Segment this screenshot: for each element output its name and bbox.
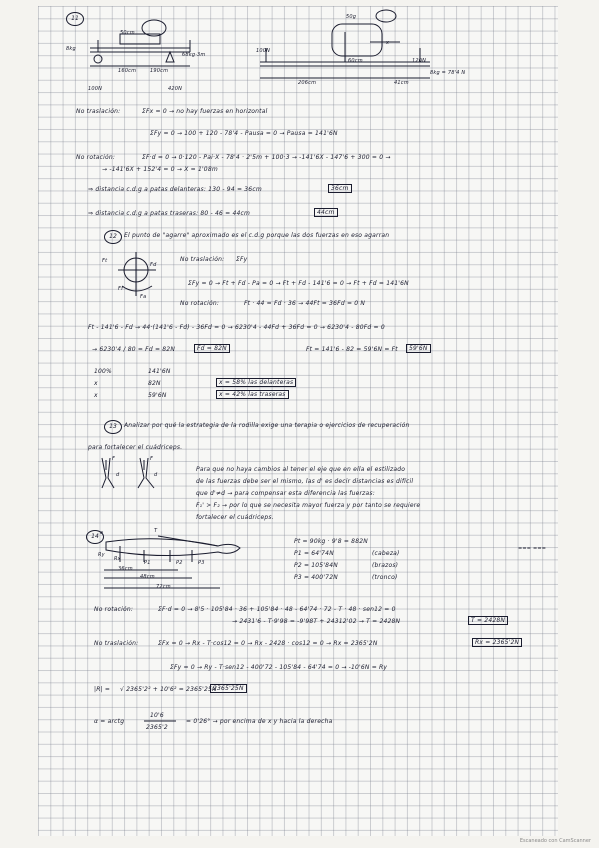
p14-line: ΣF·d = 0 → 8'5 · 105'84 · 36 + 105'84 · 48 - 64'74 · 72 - T · 48 · sen12 = 0 <box>158 606 396 613</box>
fig14-label: a <box>100 530 104 536</box>
fig14-dim: 72cm <box>156 584 171 590</box>
fig14-label: Ry <box>98 552 105 558</box>
p12-line: → 6230'4 / 80 = Fd = 82N <box>92 346 176 353</box>
p11-no-rotacion: No rotación: <box>76 154 116 161</box>
problem-11-number: 11 <box>66 12 84 26</box>
p11-line: → -141'6X + 152'4 = 0 → X = 1'08m <box>102 166 218 173</box>
p12-line: Ft · 44 = Fd · 36 → 44Ft = 36Fd = 0 N <box>244 300 366 307</box>
p12-pct-left: x <box>94 380 98 387</box>
p11-result-box: 36cm <box>328 184 352 193</box>
p12-pct-left: x <box>94 392 98 399</box>
fig11-label: 8kg = 78'4 N <box>430 70 466 76</box>
p13-title: Analizar por qué la estrategia de la rodilla exige una terapia o ejercicios de recuperación <box>124 422 410 429</box>
fig11-label: 420N <box>168 86 183 92</box>
fig11-label: 160cm <box>118 68 137 74</box>
p13-paragraph: F₁' > F₂ → por lo que se necesita mayor fuerza y por tanto se requiere <box>196 502 421 509</box>
fig14-label: Rx <box>114 556 121 562</box>
p11-line: ΣF·d = 0 → 0·120 - Pai·X - 78'4 · 2'5m + 100·3 → -141'6X - 147'6 + 300 = 0 → <box>142 154 391 161</box>
p12-pct-left: 100% <box>94 368 112 375</box>
p14-angle-label: α = arctg <box>94 718 125 725</box>
fig14-label: P1 <box>144 560 151 566</box>
p11-line: ΣFy = 0 → 100 + 120 - 78'4 - Pausa = 0 → Pausa = 141'6N <box>150 130 338 137</box>
fig13-label: F <box>150 456 154 462</box>
fig11-label: 68kg·3m <box>182 52 206 58</box>
p13-paragraph: Para que no haya cambios al tener el eje que en ella el estilizado <box>196 466 406 473</box>
figure-11-diagrams <box>70 18 310 98</box>
fig14-label: P3 <box>198 560 205 566</box>
p11-result-box: 44cm <box>314 208 338 217</box>
p12-percent-box: x = 42% las traseras <box>216 390 289 399</box>
p14-line: ΣFy = 0 → Ry - T·sen12 - 400'72 - 105'84 - 64'74 = 0 → -10'6N = Ry <box>170 664 388 671</box>
p12-no-rotacion: No rotación: <box>180 300 220 307</box>
p14-result-box: T = 2428N <box>468 616 508 625</box>
p12-no-traslacion: No traslación: <box>180 256 225 263</box>
p12-result-box: Fd = 82N <box>194 344 230 353</box>
p12-title: El punto de "agarre" aproximado es el c.d.g porque las dos fuerzas en eso agarran <box>124 232 390 239</box>
fig11-label: 100N <box>256 48 271 54</box>
figure-12-body <box>112 252 172 300</box>
p11-line: ⇒ distancia c.d.g a patas traseras: 80 - 46 = 44cm <box>88 210 251 217</box>
p14-no-rotacion: No rotación: <box>94 606 134 613</box>
p13-title-cont: para fortalecer el cuádriceps. <box>88 444 183 451</box>
p14-result-box: Rx = 2365'2N <box>472 638 522 647</box>
p14-angle-result: = 0'26° → por encima de x y hacia la derecha <box>186 718 333 725</box>
fig12-label: Ft <box>102 258 108 264</box>
fig11-label: 206cm <box>298 80 317 86</box>
p14-angle-num: 10'6 <box>150 712 164 719</box>
p12-pct-right: 141'6N <box>148 368 171 375</box>
fig11-label: 60cm <box>348 58 363 64</box>
fig14-dim: 48cm <box>140 574 155 580</box>
scanner-watermark: Escaneado con CamScanner <box>519 838 591 844</box>
p14-line: → 2431'6 - T·9'98 = -9'98T + 24312'02 → T = 2428N <box>232 618 401 625</box>
p14-angle-den: 2365'2 <box>146 724 168 731</box>
fig14-dim: 36cm <box>118 566 133 572</box>
p14-no-traslacion: No traslación: <box>94 640 139 647</box>
figure-13-legs <box>96 456 176 492</box>
p14-weight: P3 = 400'72N <box>294 574 338 581</box>
fig12-label: Fa <box>140 294 147 300</box>
p14-weight-note: (cabeza) <box>372 550 400 557</box>
p14-r-formula: √ 2365'2² + 10'6² = 2365'25N <box>120 686 217 693</box>
p14-weight: P1 = 64'74N <box>294 550 334 557</box>
p11-line: ⇒ distancia c.d.g a patas delanteras: 130 - 94 = 36cm <box>88 186 262 193</box>
p13-paragraph: que d'≠d → para compensar esta diferencia las fuerzas: <box>196 490 375 497</box>
p14-weight-note: (tronco) <box>372 574 398 581</box>
fig12-label: Fd <box>150 262 157 268</box>
p14-weight: P2 = 105'84N <box>294 562 338 569</box>
p14-weight-note: (brazos) <box>372 562 399 569</box>
p14-line: ΣFx = 0 → Rx - T·cos12 = 0 → Rx - 2428 · cos12 = 0 → Rx = 2365'2N <box>158 640 378 647</box>
p14-weight: Pt = 90kg · 9'8 = 882N <box>294 538 368 545</box>
p12-pct-right: 59'6N <box>148 392 167 399</box>
fig14-label: P2 <box>176 560 183 566</box>
p12-line: Ft - 141'6 - Fd → 44·(141'6 - Fd) - 36Fd = 0 → 6230'4 - 44Fd + 36Fd = 0 → 6230'4 - 80Fd = 0 <box>88 324 385 331</box>
fig11-label: 50g <box>346 14 357 20</box>
fig14-label: T <box>154 528 158 534</box>
fig11-label: 120N <box>412 58 427 64</box>
fig11-label: 41cm <box>394 80 409 86</box>
p12-line: ΣFy = 0 → Ft + Fd - Pa = 0 → Ft + Fd - 141'6 = 0 → Ft + Fd = 141'6N <box>188 280 409 287</box>
p14-result-box: 2365'25N <box>210 684 247 693</box>
fig12-label: Ff <box>118 286 124 292</box>
p12-sum-fy: ΣFy <box>236 256 248 263</box>
fig11-label: x <box>386 40 390 46</box>
fig11-label: 190cm <box>150 68 169 74</box>
fig13-label: d <box>154 472 158 478</box>
p12-line: Ft = 141'6 - 82 = 59'6N = Ft <box>306 346 398 353</box>
p11-no-traslacion: No traslación: <box>76 108 121 115</box>
p13-paragraph: de las fuerzas debe ser el mismo, las d' es decir distancias es difícil <box>196 478 414 485</box>
p13-paragraph: fortalecer el cuádriceps. <box>196 514 274 521</box>
problem-14-number: 14 <box>86 530 104 544</box>
p12-result-box: 59'6N <box>406 344 431 353</box>
p11-line: ΣFx = 0 → no hay fuerzas en horizontal <box>142 108 268 115</box>
p14-r-label: |R| = <box>94 686 111 693</box>
side-note: === === <box>518 546 547 552</box>
fig13-label: d <box>116 472 120 478</box>
fig13-label: F <box>112 456 116 462</box>
fig11-label: 100N <box>88 86 103 92</box>
problem-12-number: 12 <box>104 230 122 244</box>
p12-percent-box: x = 58% las delanteras <box>216 378 296 387</box>
fig11-label: 50cm <box>120 30 135 36</box>
p12-pct-right: 82N <box>148 380 161 387</box>
fig11-label: 8kg <box>66 46 76 52</box>
problem-13-number: 13 <box>104 420 122 434</box>
